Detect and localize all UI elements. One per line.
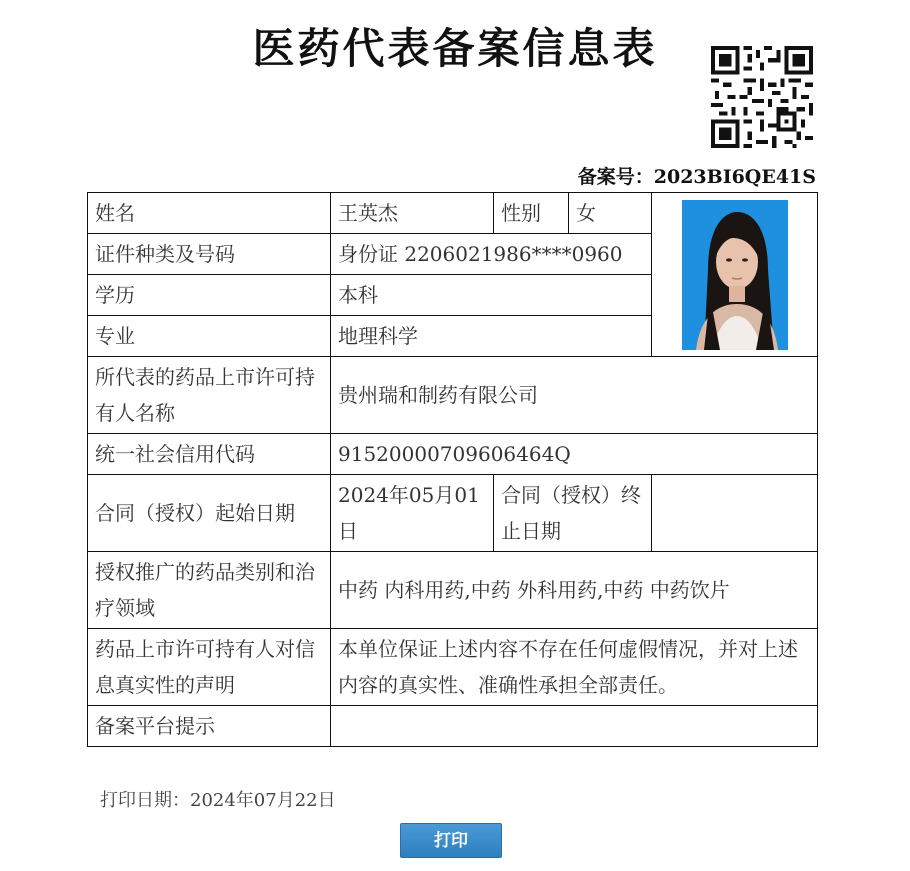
print-button[interactable]: 打印 [400, 823, 502, 858]
id-label: 证件种类及号码 [88, 234, 331, 275]
gender-value: 女 [569, 193, 652, 234]
portrait-photo [682, 200, 788, 350]
credit-code-label: 统一社会信用代码 [88, 434, 331, 475]
info-table [87, 192, 818, 747]
filing-number: 备案号：2023BI6QE41S [577, 166, 816, 188]
gender-label: 性别 [494, 193, 569, 234]
major-value: 地理科学 [331, 316, 652, 357]
name-value: 王英杰 [331, 193, 494, 234]
qr-code-icon [711, 46, 813, 148]
photo-cell [652, 193, 818, 357]
contract-end-label: 合同（授权）终止日期 [494, 475, 652, 552]
statement-value: 本单位保证上述内容不存在任何虚假情况，并对上述内容的真实性、准确性承担全部责任。 [331, 629, 818, 706]
statement-label: 药品上市许可持有人对信息真实性的声明 [88, 629, 331, 706]
holder-value: 贵州瑞和制药有限公司 [331, 357, 818, 434]
scope-label: 授权推广的药品类别和治疗领域 [88, 552, 331, 629]
platform-tip-value [331, 706, 818, 747]
contract-end-value [652, 475, 818, 552]
holder-label: 所代表的药品上市许可持有人名称 [88, 357, 331, 434]
print-date: 打印日期：2024年07月22日 [100, 790, 336, 811]
major-label: 专业 [88, 316, 331, 357]
id-value: 身份证 2206021986****0960 [331, 234, 652, 275]
platform-tip-label: 备案平台提示 [88, 706, 331, 747]
education-label: 学历 [88, 275, 331, 316]
scope-value: 中药 内科用药,中药 外科用药,中药 中药饮片 [331, 552, 818, 629]
contract-start-value: 2024年05月01日 [331, 475, 494, 552]
name-label: 姓名 [88, 193, 331, 234]
contract-start-label: 合同（授权）起始日期 [88, 475, 331, 552]
education-value: 本科 [331, 275, 652, 316]
credit-code-value: 91520000709606464Q [331, 434, 818, 475]
page-title: 医药代表备案信息表 [252, 24, 658, 73]
